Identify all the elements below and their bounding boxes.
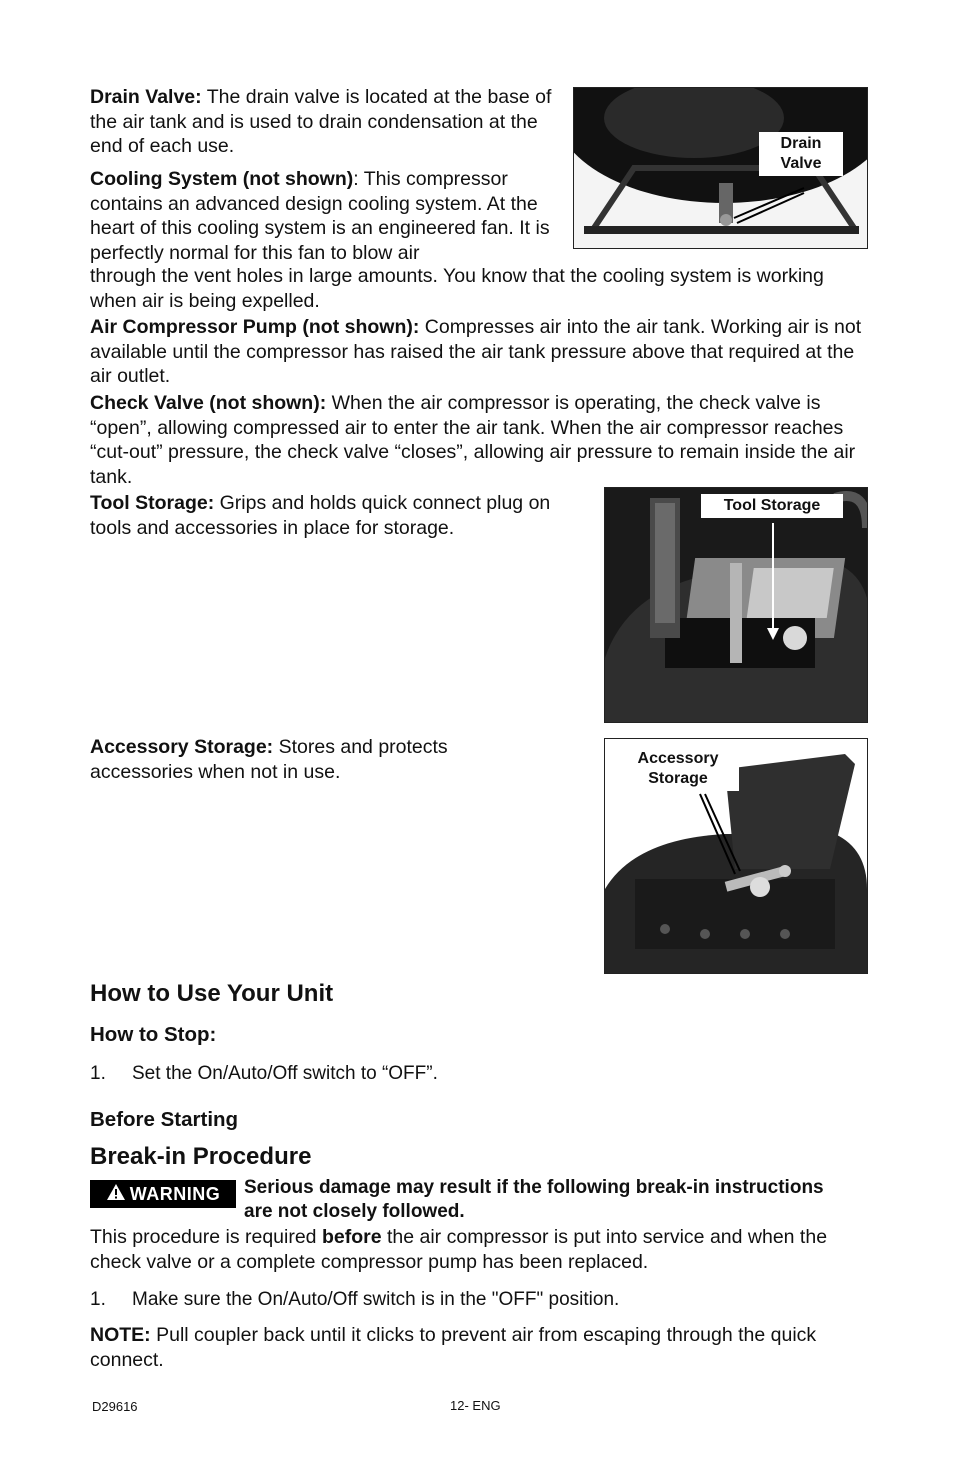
footer-page-number: 12- ENG xyxy=(450,1398,501,1413)
break-in-heading: Break-in Procedure xyxy=(90,1143,312,1170)
procedure-paragraph xyxy=(90,1225,870,1274)
drain-valve-photo xyxy=(573,87,868,249)
note-text: Pull coupler back until it clicks to prevent air from escaping through the quick connect. xyxy=(90,1324,817,1371)
tool-storage-label: Tool Storage: xyxy=(90,492,215,514)
tool-storage-text: Grips and holds quick connect plug on tools and accessories in place for storage. xyxy=(90,492,551,539)
stop-step-number: 1. xyxy=(90,1063,106,1084)
tool-storage-callout: Tool Storage xyxy=(701,494,843,518)
warning-badge xyxy=(90,1180,236,1208)
drain-valve-label: Drain Valve: xyxy=(90,86,202,108)
check-valve-paragraph xyxy=(90,391,870,489)
cooling-system-continued-text: through the vent holes in large amounts. You know that the cooling system is working when air is being expelled. xyxy=(90,265,824,312)
accessory-callout-line1: Accessory xyxy=(637,750,719,767)
accessory-storage-paragraph xyxy=(90,735,510,784)
accessory-storage-label: Accessory Storage: xyxy=(90,736,274,758)
breakin-step-number: 1. xyxy=(90,1289,106,1310)
drain-valve-callout xyxy=(759,132,843,176)
pump-text: Compresses air into the air tank. Working air is not available until the compressor has raised the air tank pressure above that required at the air outlet. xyxy=(90,316,862,387)
stop-step-1 xyxy=(90,1062,438,1086)
pump-paragraph xyxy=(90,315,870,389)
before-starting-heading: Before Starting xyxy=(90,1108,239,1131)
tool-storage-photo xyxy=(604,487,868,723)
stop-step-text: Set the On/Auto/Off switch to “OFF”. xyxy=(132,1063,438,1084)
breakin-step-1 xyxy=(90,1288,619,1312)
check-valve-text: When the air compressor is operating, the check valve is “open”, allowing compressed air to enter the air tank. When the air compressor reaches “cut-out” pressure, the check valve “closes”, allowing air pressure to remain inside the air tank. xyxy=(90,392,856,488)
procedure-text-post: the air compressor is put into service and when the check valve or a complete compressor pump has been replaced. xyxy=(90,1226,828,1273)
drain-callout-line2: Valve xyxy=(780,155,822,172)
accessory-storage-text: Stores and protects accessories when not in use. xyxy=(90,736,448,783)
pump-label: Air Compressor Pump (not shown): xyxy=(90,316,420,338)
drain-valve-text: The drain valve is located at the base of the air tank and is used to drain condensation at the end of each use. xyxy=(90,86,552,157)
note-paragraph xyxy=(90,1323,870,1372)
tool-storage-illustration xyxy=(605,488,867,722)
cooling-system-continued xyxy=(90,264,870,313)
warning-triangle-icon xyxy=(106,1183,126,1206)
note-label: NOTE: xyxy=(90,1324,151,1346)
warning-badge-text: WARNING xyxy=(129,1183,221,1204)
tool-storage-paragraph xyxy=(90,491,595,540)
drain-callout-line1: Drain xyxy=(780,135,822,152)
cooling-system-text: : This compressor contains an advanced design cooling system. At the heart of this cooling system is an engineered fan. It is perfectly normal for this fan to blow air xyxy=(90,168,550,264)
check-valve-label: Check Valve (not shown): xyxy=(90,392,327,414)
footer-doc-id: D29616 xyxy=(92,1399,138,1414)
accessory-storage-callout xyxy=(617,747,739,791)
procedure-text-pre: This procedure is required xyxy=(90,1226,322,1248)
breakin-step-text: Make sure the On/Auto/Off switch is in the "OFF" position. xyxy=(132,1289,620,1310)
cooling-system-label: Cooling System (not shown) xyxy=(90,168,354,190)
accessory-storage-photo xyxy=(604,738,868,974)
how-to-use-title: How to Use Your Unit xyxy=(90,980,334,1007)
cooling-system-paragraph xyxy=(90,167,566,265)
accessory-callout-line2: Storage xyxy=(648,770,708,787)
warning-text: Serious damage may result if the following break-in instructions are not closely followed. xyxy=(244,1177,824,1222)
how-to-stop-heading: How to Stop: xyxy=(90,1023,217,1046)
procedure-text-bold: before xyxy=(321,1226,382,1248)
drain-valve-paragraph xyxy=(90,85,560,159)
